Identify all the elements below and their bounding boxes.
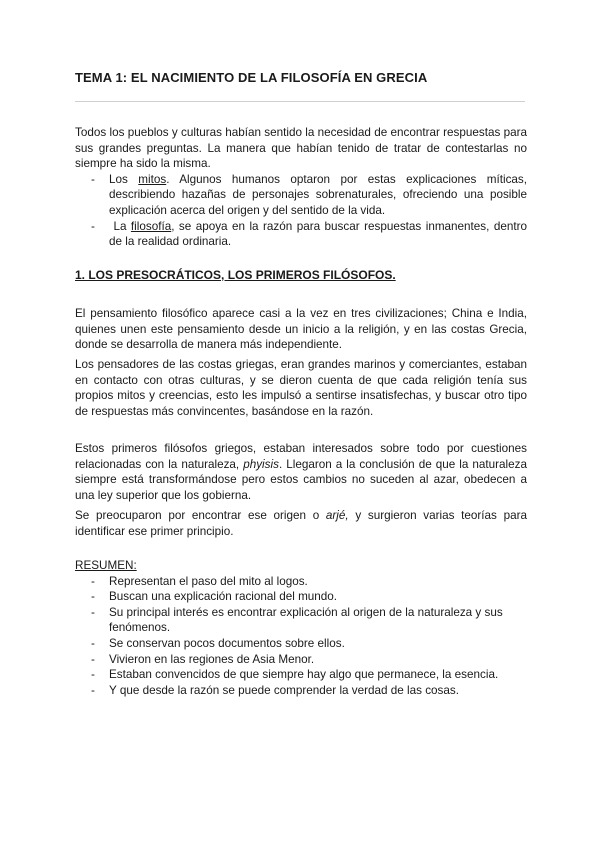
section-heading: 1. LOS PRESOCRÁTICOS, LOS PRIMEROS FILÓSOFOS.: [75, 268, 396, 282]
list-item-prefix: Los: [109, 172, 139, 186]
title-divider: [75, 101, 525, 102]
term-phyisis: phyisis: [243, 457, 279, 471]
list-dash: -: [91, 219, 95, 233]
paragraph-civilizaciones: El pensamiento filosófico aparece casi a la vez en tres civilizaciones; China e India, quienes unen este pensamiento desde un inicio a la religión, y en las costas Grecia, donde se desarrolla de manera más independiente.: [75, 307, 527, 352]
list-item: [75, 574, 527, 590]
resumen-list: [75, 574, 527, 699]
intro-list: [75, 172, 527, 250]
intro-paragraph: Todos los pueblos y culturas habían sentido la necesidad de encontrar respuestas para sus grandes preguntas. La manera que habían tenido de tratar de contestarlas no siempre ha sido la misma.: [75, 126, 527, 171]
list-item-text: Y que desde la razón se puede comprender la verdad de las cosas.: [109, 683, 459, 697]
list-dash: -: [91, 668, 95, 682]
list-item-text: [109, 219, 527, 250]
list-item-text: Se conservan pocos documentos sobre ellos.: [109, 636, 345, 650]
list-item-text: Vivieron en las regiones de Asia Menor.: [109, 652, 315, 666]
term-filosofia: filosofía: [130, 219, 172, 233]
paragraph-arje: [75, 508, 527, 539]
list-item-text: Representan el paso del mito al logos.: [109, 574, 308, 588]
list-dash: -: [91, 590, 95, 604]
list-dash: -: [91, 172, 95, 186]
list-item-text: [109, 172, 527, 219]
text-span: Se preocuparon por encontrar ese origen o: [75, 509, 326, 522]
paragraph-naturaleza: [75, 441, 527, 503]
list-dash: -: [91, 652, 95, 666]
paragraph-pensadores: Los pensadores de las costas griegas, eran grandes marinos y comerciantes, estaban en contacto con otras culturas, y se dieron cuenta de que cada religión tenía sus propios mitos y creencias, esto les impulsó a sentirse insatisfechas, y buscar otro tipo de respuestas más convincentes, basándose en la razón.: [75, 358, 527, 418]
text-span: . Llegaron a la conclusión de que la naturaleza siempre está transformándose pero estos cambios no suceden al azar, obedecen a una ley superior que los gobierna.: [75, 457, 527, 502]
term-arje: arjé,: [325, 509, 349, 522]
list-item-text: Su principal interés es encontrar explicación al origen de la naturaleza y sus fenómenos.: [109, 605, 503, 635]
list-dash: -: [91, 636, 95, 650]
resumen-label: RESUMEN:: [75, 559, 137, 572]
resumen-section: [75, 558, 527, 698]
list-dash: -: [91, 574, 95, 588]
list-item-text: Buscan una explicación racional del mundo.: [109, 590, 338, 604]
list-dash: -: [91, 605, 95, 619]
list-item: [75, 652, 527, 668]
list-dash: -: [91, 683, 95, 697]
list-item: [75, 636, 527, 652]
list-item: [75, 589, 527, 605]
list-item: [75, 219, 527, 250]
list-item-text: Estaban convencidos de que siempre hay algo que permanece, la esencia.: [109, 668, 499, 682]
list-item: [75, 667, 527, 683]
list-item: [75, 605, 527, 636]
text-span: Estos primeros filósofos griegos, estaban interesados sobre todo por cuestiones relacionadas con la naturaleza,: [75, 442, 527, 471]
text-span: y surgieron varias teorías para identificar ese primer principio.: [75, 509, 527, 538]
term-mitos: mitos: [138, 172, 167, 186]
list-item-prefix: La: [109, 219, 131, 233]
list-item-body: . Algunos humanos optaron por estas explicaciones míticas, describiendo hazañas de personajes sobrenaturales, ofreciendo una posible explicación acerca del origen y del sentido de la vida.: [109, 172, 528, 217]
list-item: [75, 683, 527, 699]
page-title: TEMA 1: EL NACIMIENTO DE LA FILOSOFÍA EN GRECIA: [75, 70, 428, 85]
list-item: [75, 172, 527, 219]
intro-section: [75, 125, 527, 250]
list-item-body: , se apoya en la razón para buscar respuestas inmanentes, dentro de la realidad ordinaria.: [109, 219, 527, 249]
